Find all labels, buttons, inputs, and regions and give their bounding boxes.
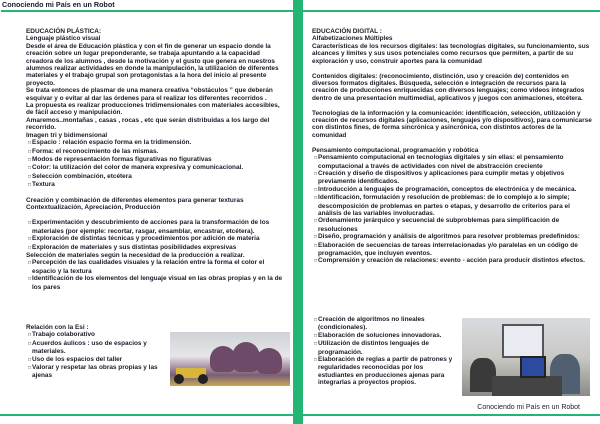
list-item: □ Forma: el reconocimiento de las mismas. xyxy=(26,148,288,156)
list-item: □ Textura xyxy=(26,181,288,189)
left-paragraph-1: Desde el área de Educación plástica y con el fin de generar un espacio donde la creación sobre un lugar preponderante, se trabaja apuntando a la capacidad creadora de los alumnos , desde la motivación y el gusto que genera en nuestros alumnos realizar actividades en donde la manipulación, la utilización de diferentes materiales y el trabajo grupal son protagonistas a la hora del inicio al presente proyecto. xyxy=(26,42,279,87)
footer-divider-right xyxy=(303,414,600,416)
right-subheading: Alfabetizaciones Múltiples xyxy=(312,35,393,43)
footer-divider-left xyxy=(0,414,293,416)
right-section-title-1: Pensamiento computacional, programación y robótica xyxy=(312,146,479,154)
list-item: □ Creación de algoritmos no lineales (condicionales). xyxy=(312,316,460,332)
computer-lab-photo xyxy=(462,318,590,396)
list-item: □ Acuerdos áulicos : uso de espacios y materiales. xyxy=(26,340,168,356)
left-section-title-1: Imagen tri y bidimensional xyxy=(26,131,108,139)
right-paragraph-3: Tecnologías de la información y la comunicación: identificación, selección, utilización y creación de recursos digitales (aplicaciones, lenguajes y/o dispositivos), para comunicarse con distintos fines, de forma sincrónica y asincrónica, con distintos actores de la comunidad xyxy=(312,109,592,139)
right-heading: EDUCACIÓN DIGITAL : xyxy=(312,28,382,35)
list-item: □ Elaboración de secuencias de tareas interrelacionadas y/o paralelas en un código de programación, que incluyen eventos. xyxy=(312,242,592,258)
list-item: □ Exploración de distintas técnicas y procedimientos por adición de materia xyxy=(26,235,288,243)
list-item: □ Identificación, formulación y resolución de problemas: de lo complejo a lo simple; descomposición de problemas en partes o etapas, y desarrollo de criterios para el análisis de las variables involucradas. xyxy=(312,194,592,217)
list-item: □ Comprensión y creación de relaciones: evento - acción para producir distintos efectos. xyxy=(312,257,592,265)
list-item: □ Elaboración de reglas a partir de patrones y regularidades reconocidas por los estudiantes en producciones ajenas para integrarlas a proyectos propios. xyxy=(312,356,460,387)
footer-title: Conociendo mi País en un Robot xyxy=(477,404,580,411)
list-item: □ Modos de representación formas figurativas no figurativas xyxy=(26,156,288,164)
left-paragraph-3: La propuesta es realizar producciones tridimensionales con materiales accesibles, de fácil acceso y manipulación. xyxy=(26,102,280,117)
list-item: □ Espacio : relación espacio forma en la tridimensión. xyxy=(26,139,288,147)
header-title: Conociendo mi País en un Robot xyxy=(2,0,115,9)
left-paragraph-4: Amaremos..montañas , casas , rocas , etc que serán distribuidas a los largo del recorrido. xyxy=(26,116,270,132)
list-item: Selección de materiales según la necesidad de la producción a realizar. xyxy=(26,251,245,259)
left-section-title-2: Creación y combinación de diferentes elementos para generar texturas xyxy=(26,197,244,205)
list-item: □ Pensamiento computacional en tecnologías digitales y sin ellas: el pensamiento computacional a través de actividades con nivel de abstracción creciente xyxy=(312,154,592,170)
left-section-title-4: Relación con la Esi : xyxy=(26,324,89,331)
list-item: □ Trabajo colaborativo xyxy=(26,331,168,339)
list-item: □ Elaboración de soluciones innovadoras. xyxy=(312,332,460,340)
list-item: □ Creación y diseño de dispositivos y aplicaciones para cumplir metas y objetivos previamente identificados. xyxy=(312,170,592,186)
left-section-title-3: Contextualización, Apreciación, Producción xyxy=(26,204,161,212)
list-item: □ Utilización de distintos lenguajes de programación. xyxy=(312,340,460,356)
header-divider-right xyxy=(303,10,600,12)
header-divider-left xyxy=(1,10,293,12)
classroom-robot-photo xyxy=(170,332,290,386)
left-esi-block xyxy=(26,324,168,380)
left-column xyxy=(26,28,288,291)
list-item: □ Valorar y respetar las obras propias y las ajenas xyxy=(26,364,168,380)
left-subheading: Lenguaje plástico visual xyxy=(26,35,101,43)
right-paragraph-1: Características de los recursos digitales: las tecnologías digitales, su funcionamiento, sus alcances y límites y sus usos potenciales como recursos que permiten, a partir de su exploración y uso, construir aportes para la comunidad xyxy=(312,42,590,65)
list-item: □ Diseño, programación y análisis de algoritmos para resolver problemas predefinidos: xyxy=(312,233,592,241)
right-column xyxy=(312,28,592,266)
list-item: □ Ordenamiento jerárquico y secuencial de subproblemas para simplificación de resoluciones xyxy=(312,217,592,233)
list-item: □ Selección combinación, etcétera xyxy=(26,173,288,181)
right-lower-list xyxy=(312,316,460,387)
center-spine-right xyxy=(298,0,303,424)
right-paragraph-2: Contenidos digitales: (reconocimiento, distinción, uso y creación de) contenidos en diversos formatos digitales. Búsqueda, selección e integración de recursos para la creación de producciones enriquecidas con diversos lenguajes; como videos integrados dentro de una presentación multimedial, aplicativos y juegos con animaciones, etcétera. xyxy=(312,72,585,102)
list-item: □ Introducción a lenguajes de programación, conceptos de electrónica y de mecánica. xyxy=(312,186,592,194)
list-item: □ Color: la utilización del color de manera expresiva y comunicacional. xyxy=(26,164,288,172)
list-item: □ Uso de los espacios del taller xyxy=(26,356,168,364)
list-item: □ Exploración de materiales y sus distintas posibilidades expresivas xyxy=(26,244,288,252)
list-item: □ Percepción de las cualidades visuales y la relación entre la forma el color el espacio y la textura xyxy=(26,259,288,275)
left-paragraph-2: Se trata entonces de plasmar de una manera creativa “obstáculos ” que deberán esquivar y o evitar al dar las órdenes para el realizar los diferentes recorridos . xyxy=(26,87,273,102)
left-heading: EDUCACIÓN PLÁSTICA: xyxy=(26,28,102,35)
list-item: □ Identificación de los elementos del lenguaje visual en las obras propias y en la de los pares xyxy=(26,275,288,291)
list-item: □ Experimentación y descubrimiento de acciones para la transformación de los materiales (por ejemple: recortar, rasgar, ensamblar, encastrar, etcétera). xyxy=(26,219,288,235)
